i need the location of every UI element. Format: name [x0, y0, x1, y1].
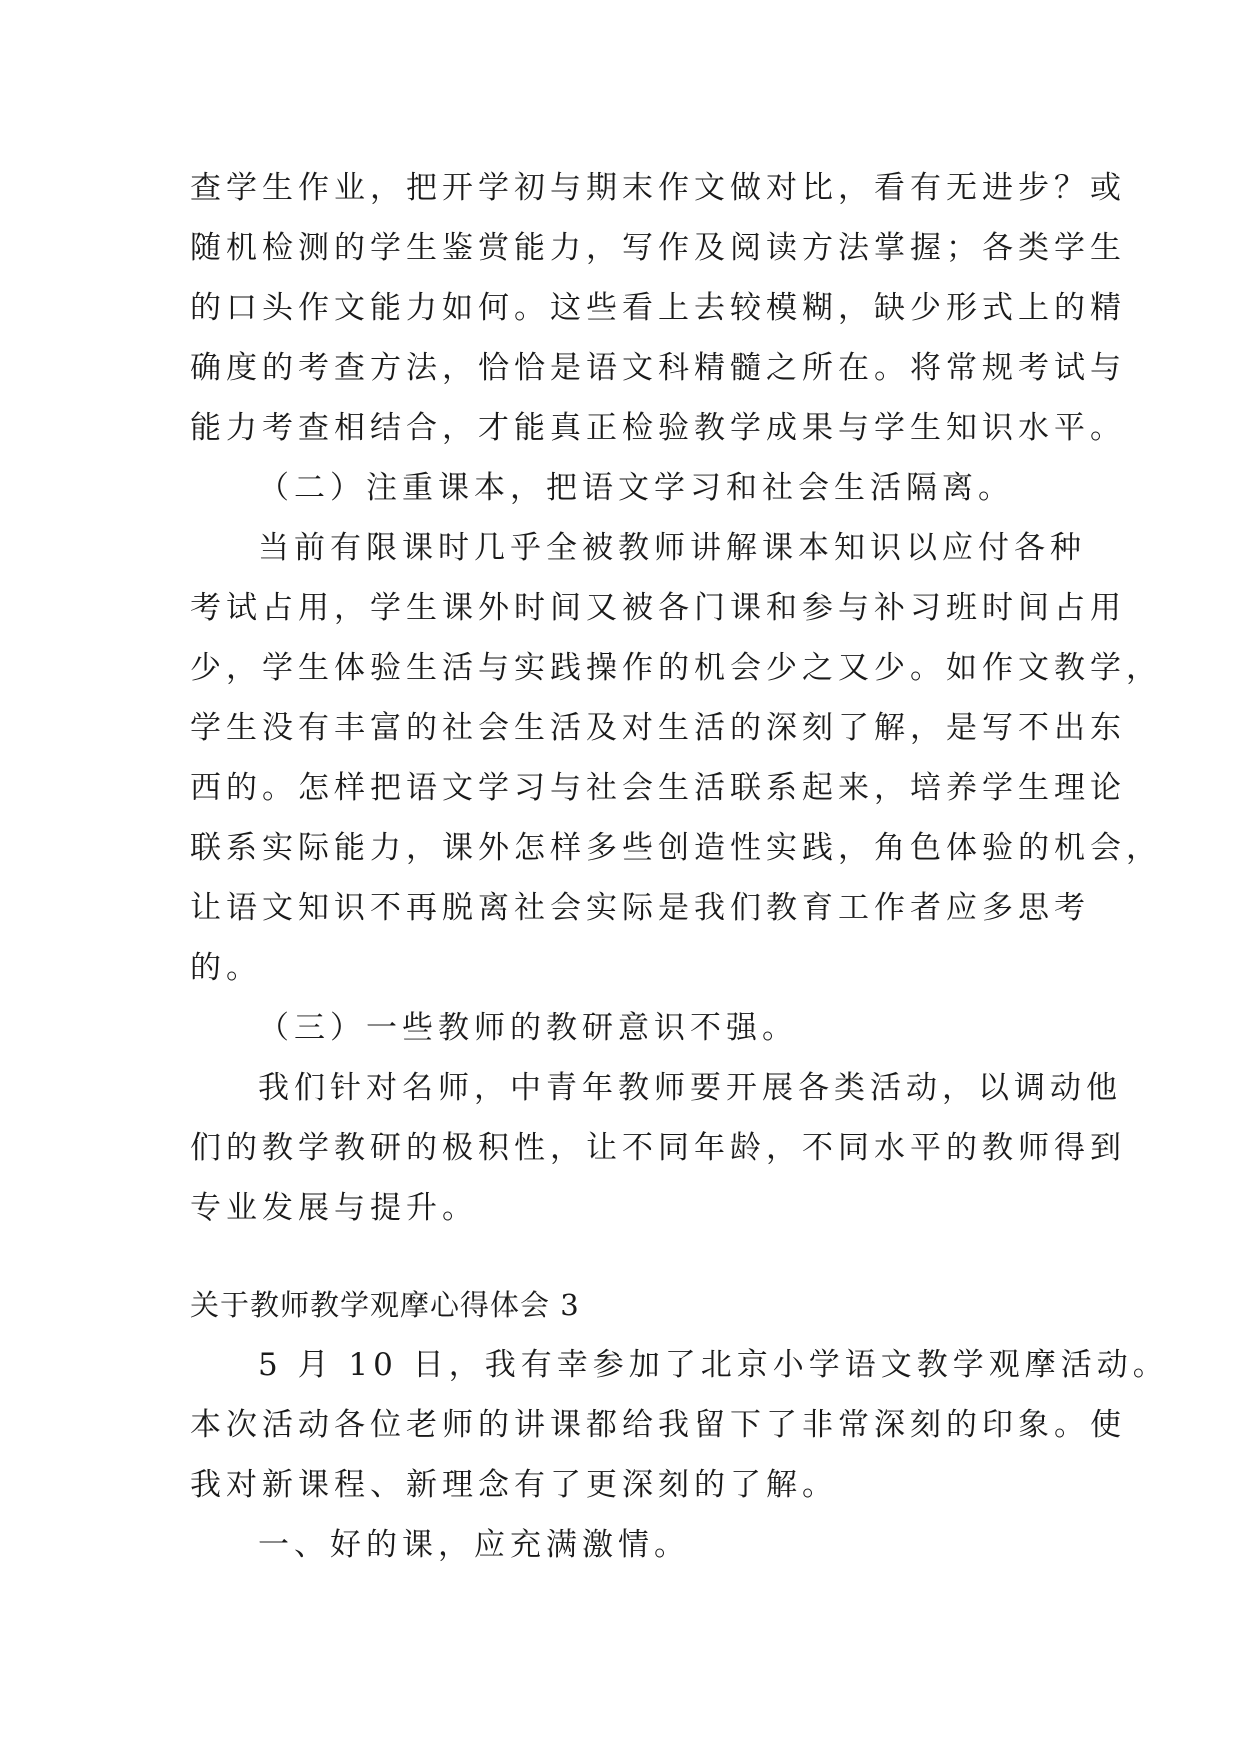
paragraph-line: 随机检测的学生鉴赏能力，写作及阅读方法掌握；各类学生	[190, 230, 1126, 266]
subheading-3: （三）一些教师的教研意识不强。	[258, 1010, 798, 1046]
paragraph-line: 让语文知识不再脱离社会实际是我们教育工作者应多思考	[190, 890, 1090, 926]
point-heading-1: 一、好的课，应充满激情。	[258, 1527, 690, 1563]
paragraph-line: 的。	[190, 950, 262, 986]
paragraph-line: 西的。怎样把语文学习与社会生活联系起来，培养学生理论	[190, 770, 1126, 806]
paragraph-line: 考试占用，学生课外时间又被各门课和参与补习班时间占用	[190, 590, 1126, 626]
subheading-2: （二）注重课本，把语文学习和社会生活隔离。	[258, 470, 1014, 506]
paragraph-line: 专业发展与提升。	[190, 1190, 478, 1226]
paragraph-line: 我对新课程、新理念有了更深刻的了解。	[190, 1467, 838, 1503]
paragraph-line: 我们针对名师，中青年教师要开展各类活动，以调动他	[258, 1070, 1122, 1106]
paragraph-line: 确度的考查方法，恰恰是语文科精髓之所在。将常规考试与	[190, 350, 1126, 386]
paragraph-line: 5 月 10 日，我有幸参加了北京小学语文教学观摩活动。	[258, 1347, 1169, 1383]
article-title: 关于教师教学观摩心得体会 3	[190, 1288, 580, 1322]
paragraph-line: 能力考查相结合，才能真正检验教学成果与学生知识水平。	[190, 410, 1126, 446]
paragraph-line: 当前有限课时几乎全被教师讲解课本知识以应付各种	[258, 530, 1086, 566]
paragraph-line: 们的教学教研的极积性，让不同年龄，不同水平的教师得到	[190, 1130, 1126, 1166]
paragraph-line: 学生没有丰富的社会生活及对生活的深刻了解，是写不出东	[190, 710, 1126, 746]
paragraph-line: 的口头作文能力如何。这些看上去较模糊，缺少形式上的精	[190, 290, 1126, 326]
paragraph-line: 少，学生体验生活与实践操作的机会少之又少。如作文教学，	[190, 650, 1162, 686]
paragraph-line: 查学生作业，把开学初与期末作文做对比，看有无进步？或	[190, 170, 1126, 206]
paragraph-line: 本次活动各位老师的讲课都给我留下了非常深刻的印象。使	[190, 1407, 1126, 1443]
paragraph-line: 联系实际能力，课外怎样多些创造性实践，角色体验的机会，	[190, 830, 1162, 866]
